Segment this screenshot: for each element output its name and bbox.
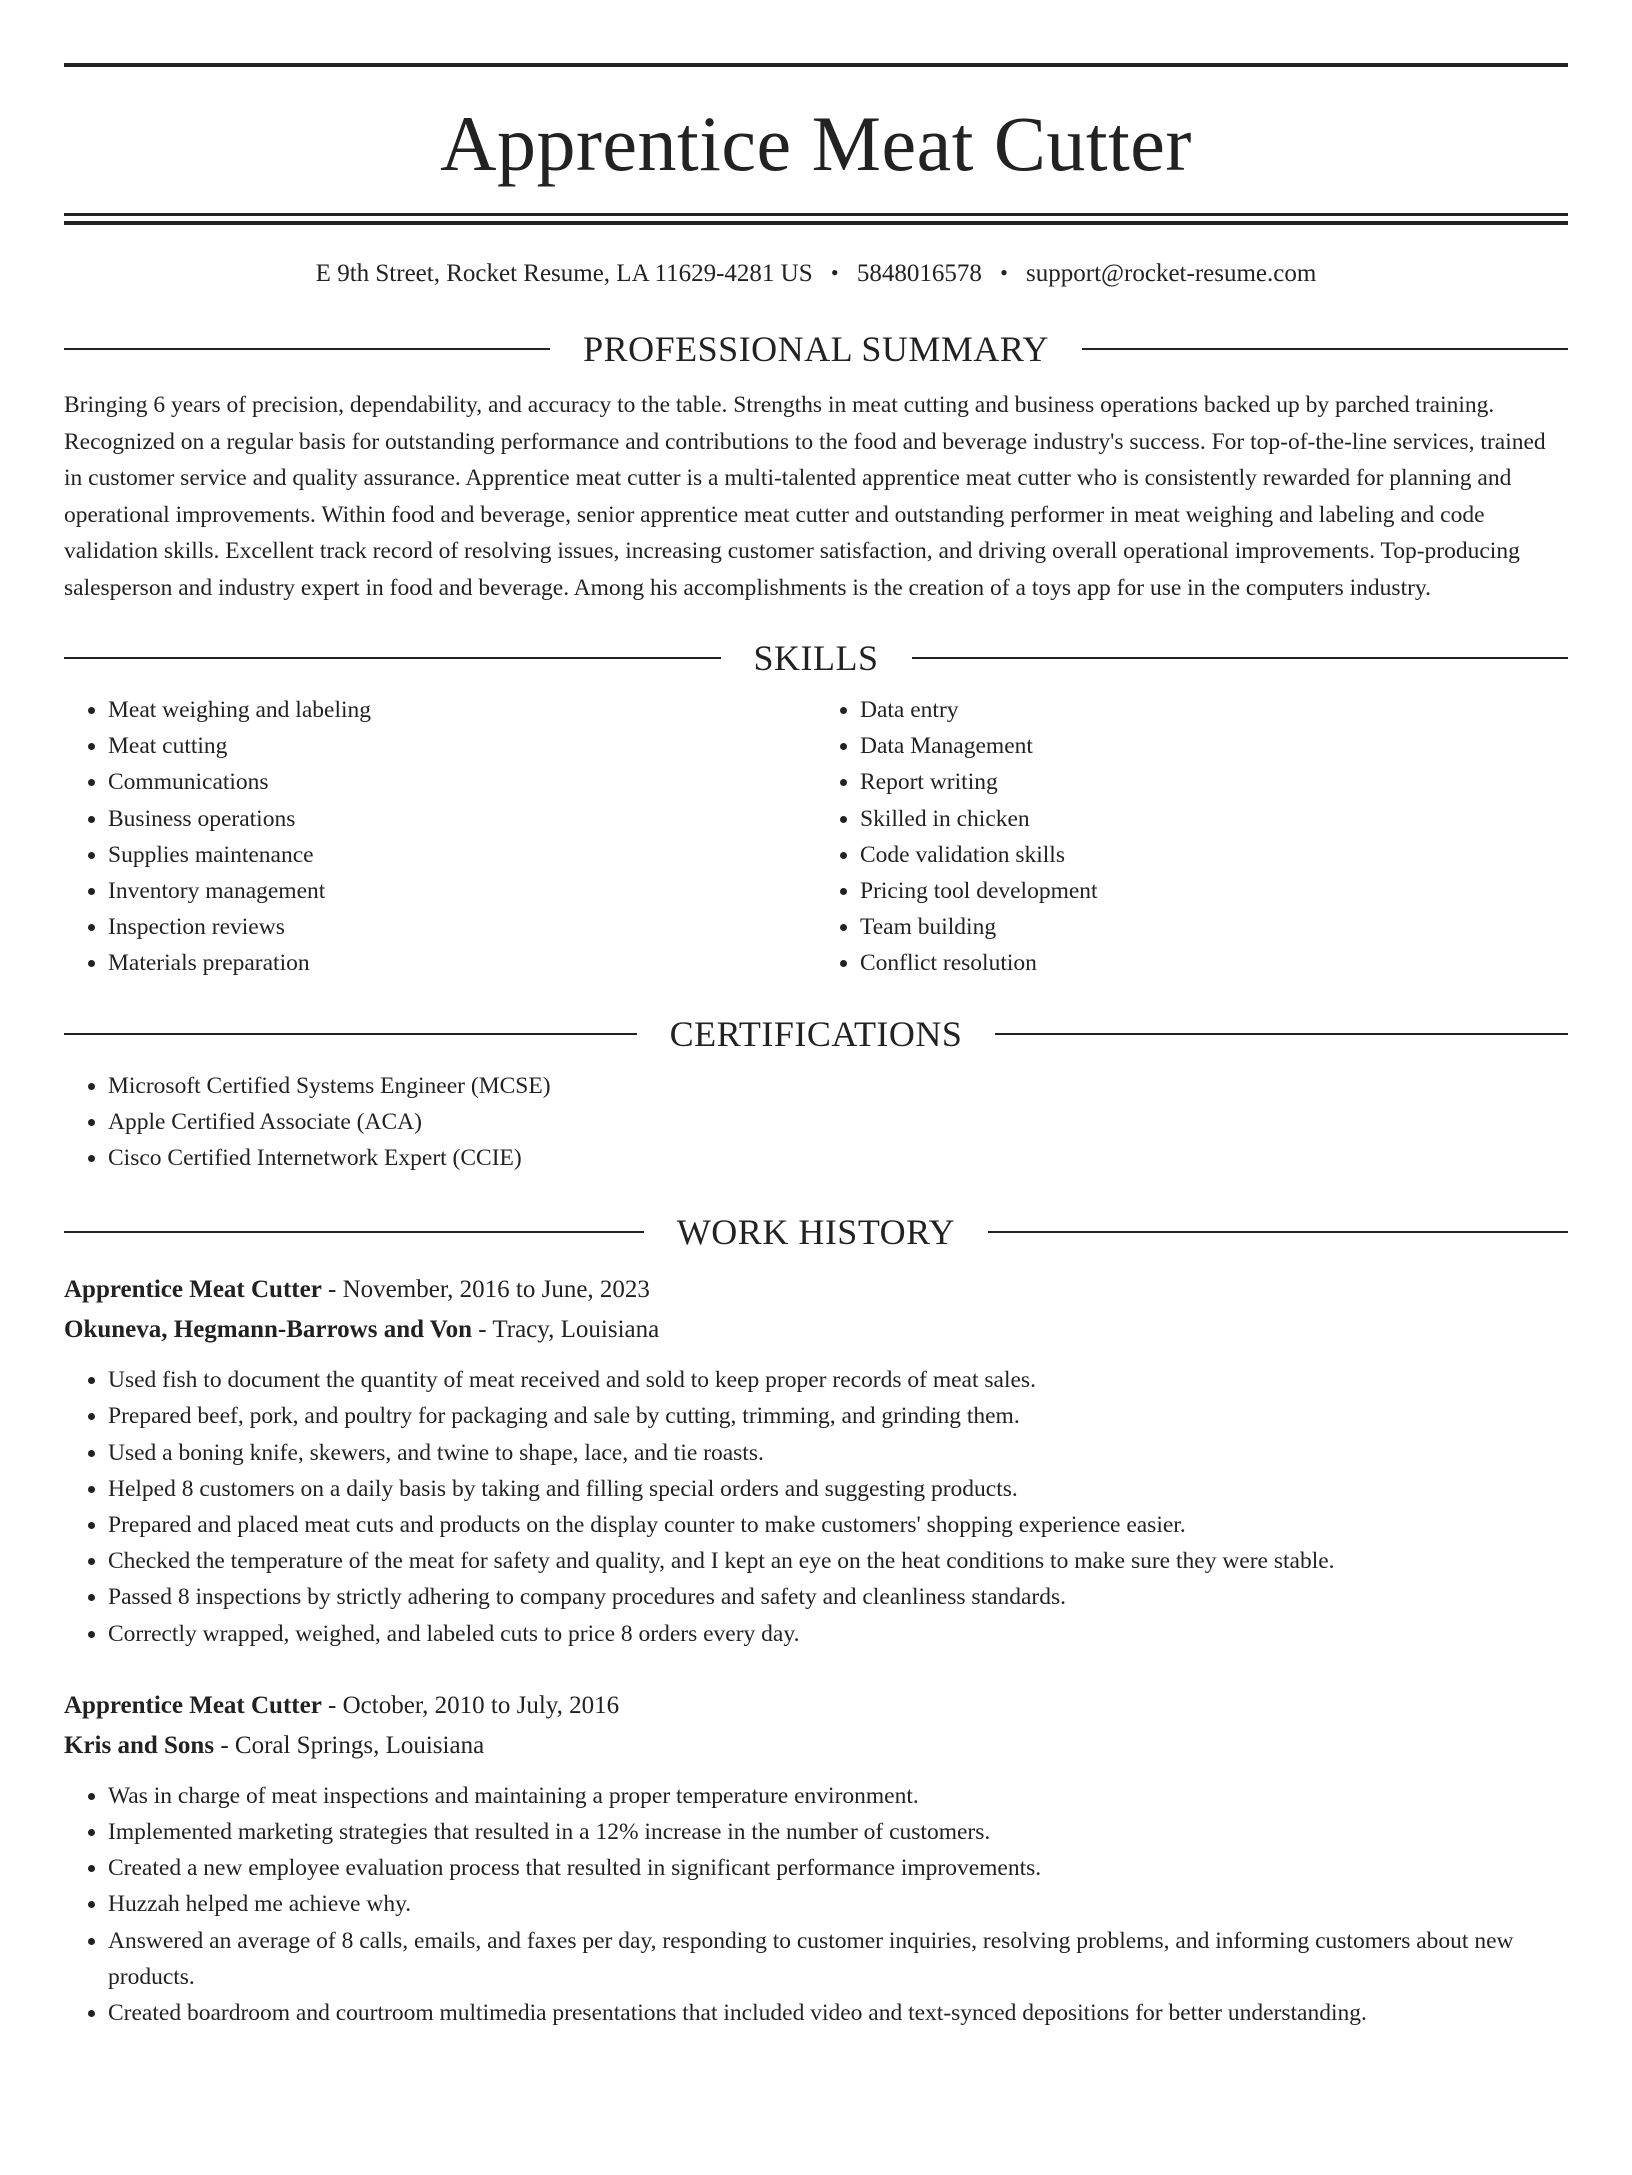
job-entry	[64, 1686, 1568, 2031]
job-duty: • Used a boning knife, skewers, and twine to shape, lace, and tie roasts.	[108, 1435, 1568, 1471]
section-heading-certifications	[64, 1013, 1568, 1054]
job-duty: • Checked the temperature of the meat for safety and quality, and I kept an eye on the heat conditions to make sure they were stable.	[108, 1543, 1568, 1579]
certifications-heading: CERTIFICATIONS	[669, 1013, 963, 1054]
job-title-line	[64, 1686, 1568, 1726]
job-duty: • Used fish to document the quantity of meat received and sold to keep proper records of meat sales.	[108, 1362, 1568, 1398]
job-title-line	[64, 1270, 1568, 1310]
skill-item: • Skilled in chicken	[860, 801, 1568, 837]
work-history-heading: WORK HISTORY	[676, 1212, 956, 1253]
contact-line	[64, 259, 1568, 289]
skill-item: • Inspection reviews	[108, 909, 816, 945]
skill-item: • Data entry	[860, 692, 1568, 728]
skill-item: • Supplies maintenance	[108, 837, 816, 873]
job-entry	[64, 1270, 1568, 1652]
skill-item: • Data Management	[860, 728, 1568, 764]
job-company: Okuneva, Hegmann-Barrows and Von	[64, 1316, 472, 1344]
heading-rule-left	[64, 348, 550, 350]
job-duty: • Huzzah helped me achieve why.	[108, 1886, 1568, 1922]
job-duty: • Helped 8 customers on a daily basis by taking and filling special orders and suggesting products.	[108, 1471, 1568, 1507]
job-title: Apprentice Meat Cutter	[64, 1276, 322, 1304]
skill-item: • Materials preparation	[108, 945, 816, 981]
job-duties	[64, 1362, 1568, 1652]
resume-page	[0, 63, 1632, 2175]
summary-text: Bringing 6 years of precision, dependability, and accuracy to the table. Strengths in meat cutting and business operations backed up by parched training. Recognized on a regular basis for outstanding performance and contributions to the food and beverage industry's success. For top-of-the-line services, trained in customer service and quality assurance. Apprentice meat cutter is a multi-talented apprentice meat cutter who is consistently rewarded for planning and operational improvements. Within food and beverage, senior apprentice meat cutter and outstanding performer in meat weighing and labeling and code validation skills. Excellent track record of resolving issues, increasing customer satisfaction, and driving overall operational improvements. Top-producing salesperson and industry expert in food and beverage. Among his accomplishments is the creation of a toys app for use in the computers industry.	[64, 392, 1546, 601]
certification-item: • Cisco Certified Internetwork Expert (CCIE)	[108, 1140, 1568, 1176]
header-double-rule	[64, 213, 1568, 225]
heading-rule-left	[64, 1231, 644, 1233]
skill-item: • Pricing tool development	[860, 873, 1568, 909]
job-duties	[64, 1778, 1568, 2031]
job-duty: • Created a new employee evaluation process that resulted in significant performance improvements.	[108, 1850, 1568, 1886]
heading-rule-left	[64, 1033, 637, 1035]
contact-email: support@rocket-resume.com	[1026, 260, 1317, 287]
section-heading-summary	[64, 331, 1568, 367]
certification-item: • Apple Certified Associate (ACA)	[108, 1104, 1568, 1140]
contact-phone: 5848016578	[856, 260, 982, 287]
skill-item: • Business operations	[108, 801, 816, 837]
section-heading-skills	[64, 640, 1568, 676]
job-duty: • Passed 8 inspections by strictly adhering to company procedures and safety and cleanliness standards.	[108, 1579, 1568, 1615]
job-title: Apprentice Meat Cutter	[64, 1691, 322, 1719]
skills-column-right	[816, 692, 1568, 982]
certification-item: • Microsoft Certified Systems Engineer (MCSE)	[108, 1068, 1568, 1104]
job-company-line	[64, 1310, 1568, 1350]
skill-item: • Inventory management	[108, 873, 816, 909]
candidate-name: Apprentice Meat Cutter	[440, 100, 1192, 187]
skill-item: • Communications	[108, 764, 816, 800]
heading-rule-right	[995, 1033, 1568, 1035]
skill-item: • Meat cutting	[108, 728, 816, 764]
contact-separator: •	[830, 260, 839, 285]
contact-separator: •	[1000, 260, 1008, 285]
skills-heading: SKILLS	[753, 638, 879, 678]
job-location: - Tracy, Louisiana	[471, 1316, 660, 1344]
summary-heading: PROFESSIONAL SUMMARY	[583, 329, 1049, 369]
job-duty: • Was in charge of meat inspections and maintaining a proper temperature environment.	[108, 1778, 1568, 1814]
heading-rule-right	[1082, 348, 1568, 350]
heading-rule-right	[912, 657, 1569, 659]
skill-item: • Team building	[860, 909, 1568, 945]
job-duty: • Answered an average of 8 calls, emails, and faxes per day, responding to customer inquiries, resolving problems, and informing customers about new products.	[108, 1923, 1568, 1995]
job-duty: • Prepared and placed meat cuts and products on the display counter to make customers' shopping experience easier.	[108, 1507, 1568, 1543]
job-duty: • Prepared beef, pork, and poultry for packaging and sale by cutting, trimming, and grinding them.	[108, 1398, 1568, 1434]
skills-column-left	[64, 692, 816, 982]
job-duty: • Correctly wrapped, weighed, and labeled cuts to price 8 orders every day.	[108, 1616, 1568, 1652]
job-company-line	[64, 1726, 1568, 1766]
skill-item: • Report writing	[860, 764, 1568, 800]
job-dates: - October, 2010 to July, 2016	[321, 1691, 620, 1719]
job-dates: - November, 2016 to June, 2023	[321, 1276, 650, 1304]
contact-address: E 9th Street, Rocket Resume, LA 11629-4281 US	[315, 260, 813, 287]
heading-rule-left	[64, 657, 721, 659]
job-company: Kris and Sons	[64, 1731, 215, 1759]
header-top-rule	[64, 63, 1568, 67]
job-duty: • Implemented marketing strategies that resulted in a 12% increase in the number of customers.	[108, 1814, 1568, 1850]
skills-list	[64, 692, 1568, 982]
heading-rule-right	[988, 1231, 1568, 1233]
section-heading-work-history	[64, 1212, 1568, 1253]
skill-item: • Meat weighing and labeling	[108, 692, 816, 728]
job-location: - Coral Springs, Louisiana	[214, 1731, 485, 1759]
certifications-list	[64, 1068, 1568, 1177]
skill-item: • Code validation skills	[860, 837, 1568, 873]
skill-item: • Conflict resolution	[860, 945, 1568, 981]
job-duty: • Created boardroom and courtroom multimedia presentations that included video and text-synced depositions for better understanding.	[108, 1995, 1568, 2031]
